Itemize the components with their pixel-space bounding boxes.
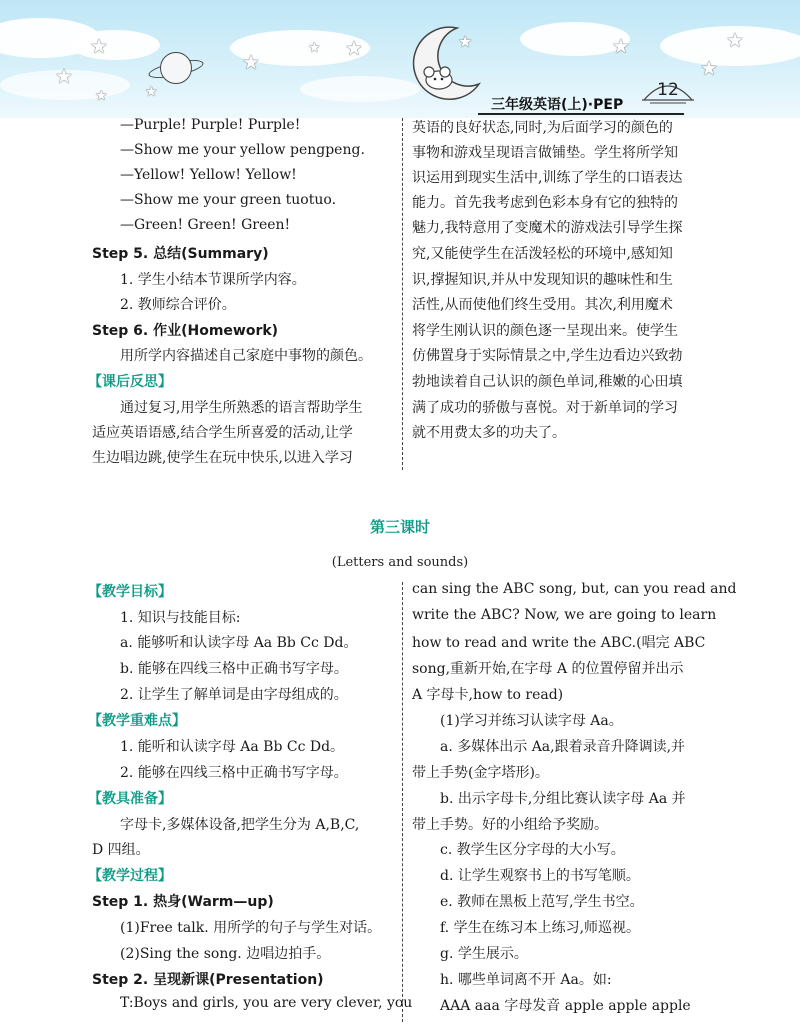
text-line: 将学生刚认识的颜色逐一呈现出来。使学生 [412, 323, 678, 339]
text-line: (1)学习并练习认读字母 Aa。 [440, 713, 623, 729]
text-line: —Show me your yellow pengpeng. [120, 142, 365, 158]
page-number-badge [640, 78, 696, 106]
section-tag: 【教具准备】 [88, 791, 172, 807]
text-line: 勃地读着自己认识的颜色单词,稚嫩的心田填 [412, 374, 683, 390]
text-line: (2)Sing the song. 边唱边拍手。 [120, 946, 331, 962]
text-line: b. 出示字母卡,分组比赛认读字母 Aa 并 [440, 791, 686, 807]
text-line: D 四组。 [92, 842, 150, 858]
text-line: 带上手势。好的小组给予奖励。 [412, 817, 608, 833]
text-line: AAA aaa 字母发音 apple apple apple [440, 998, 691, 1014]
text-line: 活性,从而使他们终生受用。其次,利用魔术 [412, 297, 673, 313]
step-heading: Step 1. 热身(Warm—up) [92, 894, 274, 910]
section-tag: 【教学过程】 [88, 868, 172, 884]
section-tag: 【课后反思】 [88, 374, 172, 390]
star-icon: ★ [145, 84, 158, 100]
text-line: 用所学内容描述自己家庭中事物的颜色。 [120, 348, 372, 364]
step-heading: Step 6. 作业(Homework) [92, 323, 279, 339]
text-line: 事物和游戏呈现语言做铺垫。学生将所学知 [412, 145, 678, 161]
star-icon: ★ [700, 56, 718, 80]
text-line: 魅力,我特意用了变魔术的游戏法引导学生探 [412, 220, 683, 236]
text-line: b. 能够在四线三格中正确书写字母。 [120, 661, 348, 677]
moon-mouse-icon [405, 22, 485, 102]
step-heading: Step 5. 总结(Summary) [92, 246, 269, 262]
text-line: 2. 能够在四线三格中正确书写字母。 [120, 765, 348, 781]
star-icon: ★ [612, 34, 630, 58]
text-line: 带上手势(金字塔形)。 [412, 765, 549, 781]
text-line: f. 学生在练习本上练习,师巡视。 [440, 920, 641, 936]
text-line: h. 哪些单词离不开 Aa。如: [440, 972, 612, 988]
text-line: 1. 能听和认读字母 Aa Bb Cc Dd。 [120, 739, 345, 755]
page-number: 12 [657, 80, 679, 100]
text-line: write the ABC? Now, we are going to learn [412, 607, 717, 623]
text-line: 究,又能使学生在活泼轻松的环境中,感知知 [412, 246, 673, 262]
star-icon: ★ [95, 88, 108, 104]
lesson-title: 第三课时 [369, 518, 430, 536]
text-line: 2. 让学生了解单词是由字母组成的。 [120, 687, 348, 703]
star-icon: ★ [55, 64, 73, 88]
text-line: can sing the ABC song, but, can you read and [412, 581, 737, 597]
section-tag: 【教学重难点】 [88, 713, 186, 729]
text-line: how to read and write the ABC.(唱完 ABC [412, 635, 706, 651]
text-line: 字母卡,多媒体设备,把学生分为 A,B,C, [120, 817, 360, 833]
text-line: —Green! Green! Green! [120, 217, 291, 233]
text-line: —Show me your green tuotuo. [120, 192, 337, 208]
page-header-banner [0, 0, 800, 118]
text-line: 生边唱边跳,使学生在玩中快乐,以进入学习 [92, 450, 353, 466]
text-line: 仿佛置身于实际情景之中,学生边看边兴致勃 [412, 348, 683, 364]
text-line: a. 多媒体出示 Aa,跟着录音升降调读,并 [440, 739, 686, 755]
cloud-shape [300, 76, 420, 102]
star-icon: ★ [458, 32, 473, 51]
column-divider [402, 582, 403, 1022]
text-line: a. 能够听和认读字母 Aa Bb Cc Dd。 [120, 635, 358, 651]
text-line: 识运用到现实生活中,训练了学生的口语表达 [412, 170, 683, 186]
star-icon: ★ [90, 34, 108, 58]
text-line: c. 教学生区分字母的大小写。 [440, 842, 625, 858]
text-line: A 字母卡,how to read) [412, 687, 564, 703]
text-line: 能力。首先我考虑到色彩本身有它的独特的 [412, 195, 678, 211]
star-icon: ★ [345, 36, 363, 60]
text-line: —Purple! Purple! Purple! [120, 117, 301, 133]
text-line: 适应英语语感,结合学生所喜爱的活动,让学 [92, 425, 353, 441]
text-line: 2. 教师综合评价。 [120, 297, 236, 313]
cloud-shape [70, 30, 160, 60]
text-line: 1. 知识与技能目标: [120, 610, 241, 626]
star-icon: ★ [726, 28, 744, 52]
text-line: 英语的良好状态,同时,为后面学习的颜色的 [412, 120, 673, 136]
planet-icon [160, 52, 192, 84]
star-icon: ★ [242, 50, 260, 74]
book-title: 三年级英语(上)·PEP [491, 97, 624, 113]
text-line: e. 教师在黑板上范写,学生书空。 [440, 894, 644, 910]
text-line: d. 让学生观察书上的书写笔顺。 [440, 868, 640, 884]
text-line: g. 学生展示。 [440, 946, 528, 962]
text-line: 就不用费太多的功夫了。 [412, 425, 566, 441]
text-line: 满了成功的骄傲与喜悦。对于新单词的学习 [412, 400, 678, 416]
text-line: (1)Free talk. 用所学的句子与学生对话。 [120, 920, 382, 936]
text-line: 通过复习,用学生所熟悉的语言帮助学生 [120, 400, 363, 416]
star-icon: ★ [308, 40, 321, 56]
column-divider [402, 118, 403, 470]
text-line: 1. 学生小结本节课所学内容。 [120, 272, 306, 288]
header-rule [478, 113, 684, 115]
text-line: 识,撑握知识,并从中发现知识的趣味性和生 [412, 272, 673, 288]
text-line: song,重新开始,在字母 A 的位置停留并出示 [412, 661, 684, 677]
text-line: —Yellow! Yellow! Yellow! [120, 167, 297, 183]
step-heading: Step 2. 呈现新课(Presentation) [92, 972, 324, 988]
lesson-subtitle: (Letters and sounds) [331, 555, 469, 570]
text-line: T:Boys and girls, you are very clever, you [120, 995, 413, 1011]
section-tag: 【教学目标】 [88, 584, 172, 600]
